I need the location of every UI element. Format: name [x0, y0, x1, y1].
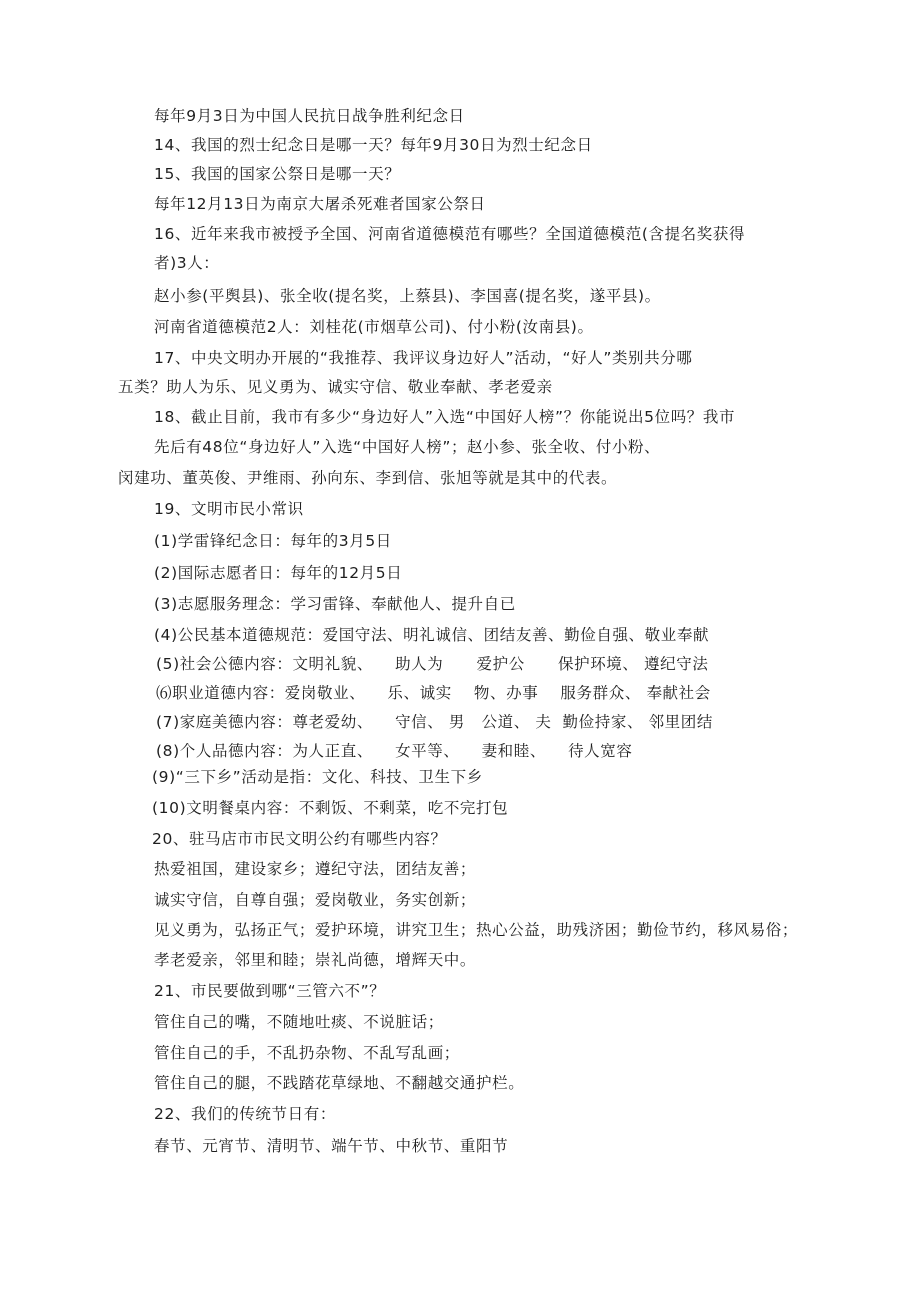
- text-line: 管住自己的嘴，不随地吐痰、不说脏话；: [154, 1013, 444, 1031]
- text-line: 赵小参(平舆县)、张全收(提名奖，上蔡县)、李国喜(提名奖，遂平县)。: [154, 287, 661, 305]
- text-line: 诚实守信，自尊自强；爱岗敬业，务实创新；: [154, 891, 477, 909]
- question-14: 14、我国的烈士纪念日是哪一天？每年9月30日为烈士纪念日: [154, 136, 593, 154]
- question-22: 22、我们的传统节日有：: [154, 1105, 336, 1123]
- question-16: 16、近年来我市被授予全国、河南省道德模范有哪些？全国道德模范(含提名奖获得: [154, 225, 746, 243]
- text-line: 五类？助人为乐、见义勇为、诚实守信、敬业奉献、孝老爱亲: [118, 378, 553, 396]
- text-line: 每年12月13日为南京大屠杀死难者国家公祭日: [154, 195, 486, 213]
- text-line: 春节、元宵节、清明节、端午节、中秋节、重阳节: [154, 1137, 509, 1155]
- list-item: (8)个人品德内容：为人正直、 女平等、 妻和睦、 待人宽容: [156, 742, 633, 760]
- list-item: (1)学雷锋纪念日：每年的3月5日: [154, 532, 392, 550]
- list-item: (2)国际志愿者日：每年的12月5日: [154, 564, 403, 582]
- question-20: 20、驻马店市市民文明公约有哪些内容？: [152, 830, 447, 848]
- text-line: 管住自己的腿，不践踏花草绿地、不翻越交通护栏。: [154, 1074, 525, 1092]
- list-item: (4)公民基本道德规范：爱国守法、明礼诚信、团结友善、勤俭自强、敬业奉献: [154, 626, 710, 644]
- text-line: 者)3人：: [154, 254, 220, 272]
- text-line: 每年9月3日为中国人民抗日战争胜利纪念日: [154, 107, 465, 125]
- list-item: (9)“三下乡”活动是指：文化、科技、卫生下乡: [152, 768, 483, 786]
- text-line: 闵建功、董英俊、尹维雨、孙向东、李到信、张旭等就是其中的代表。: [118, 469, 618, 487]
- list-item: (5)社会公德内容：文明礼貌、 助人为 爱护公 保护环境、 遵纪守法: [156, 655, 709, 673]
- question-19: 19、文明市民小常识: [154, 500, 304, 518]
- question-17: 17、中央文明办开展的“我推荐、我评议身边好人”活动，“好人”类别共分哪: [154, 349, 693, 367]
- text-line: 先后有48位“身边好人”入选“中国好人榜”；赵小参、张全收、付小粉、: [154, 438, 661, 456]
- text-line: 见义勇为，弘扬正气；爱护环境，讲究卫生；热心公益，助残济困；勤俭节约，移风易俗；: [154, 921, 799, 939]
- list-item: (10)文明餐桌内容：不剩饭、不剩菜，吃不完打包: [152, 799, 509, 817]
- text-line: 管住自己的手，不乱扔杂物、不乱写乱画；: [154, 1044, 460, 1062]
- text-line: 热爱祖国，建设家乡；遵纪守法，团结友善；: [154, 860, 477, 878]
- text-line: 孝老爱亲，邻里和睦；崇礼尚德，增辉天中。: [154, 951, 477, 969]
- list-item: (3)志愿服务理念：学习雷锋、奉献他人、提升自已: [154, 595, 516, 613]
- list-item: ⑹职业道德内容：爱岗敬业、 乐、诚实 物、办事 服务群众、 奉献社会: [156, 684, 711, 702]
- question-18: 18、截止目前，我市有多少“身边好人”入选“中国好人榜”？你能说出5位吗？我市: [154, 408, 736, 426]
- list-item: (7)家庭美德内容：尊老爱幼、 守信、 男 公道、 夫 勤俭持家、 邻里团结: [156, 713, 713, 731]
- question-21: 21、市民要做到哪“三管六不”？: [154, 982, 386, 1000]
- text-line: 河南省道德模范2人：刘桂花(市烟草公司)、付小粉(汝南县)。: [154, 318, 594, 336]
- question-15: 15、我国的国家公祭日是哪一天？: [154, 165, 401, 183]
